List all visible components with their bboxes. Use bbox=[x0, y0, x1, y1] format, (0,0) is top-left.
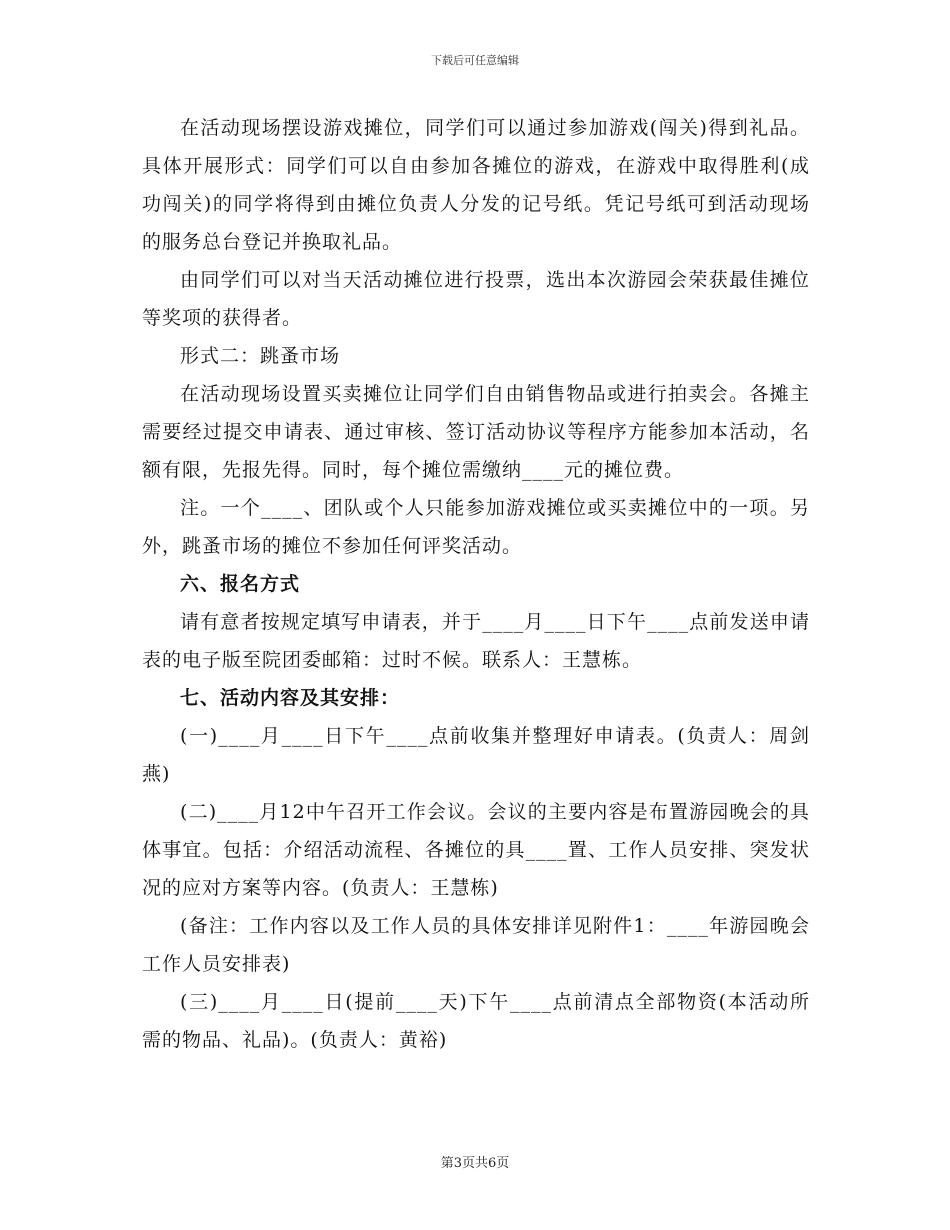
paragraph-form-two: 形式二：跳蚤市场 bbox=[180, 345, 341, 367]
paragraph-flea-market: 在活动现场设置买卖摊位让同学们自由销售物品或进行拍卖会。各摊主需要经过提交申请表、通过审核、签订活动协议等程序方能参加本活动，名额有限，先报先得。同时，每个摊位需缴纳____元的摊位费。 bbox=[142, 383, 810, 481]
schedule-item-1: (一)____月____日下午____点前收集并整理好申请表。(负责人：周剑燕) bbox=[142, 725, 810, 785]
section-heading-schedule: 七、活动内容及其安排： bbox=[180, 687, 401, 709]
paragraph-game-booth: 在活动现场摆设游戏摊位，同学们可以通过参加游戏(闯关)得到礼品。具体开展形式：同学们可以自由参加各摊位的游戏，在游戏中取得胜利(成功闯关)的同学将得到由摊位负责人分发的记号纸。凭记号纸可到活动现场的服务总台登记并换取礼品。 bbox=[142, 117, 810, 253]
schedule-item-3: (三)____月____日(提前____天)下午____点前清点全部物资(本活动所需的物品、礼品)。(负责人：黄裕) bbox=[142, 991, 810, 1051]
section-heading-registration: 六、报名方式 bbox=[180, 573, 301, 595]
page-header: 下载后可任意编辑 bbox=[431, 54, 519, 67]
page-footer: 第3页共6页 bbox=[440, 1156, 510, 1171]
paragraph-voting: 由同学们可以对当天活动摊位进行投票，选出本次游园会荣获最佳摊位等奖项的获得者。 bbox=[142, 269, 810, 329]
schedule-note: (备注：工作内容以及工作人员的具体安排详见附件1：____年游园晚会工作人员安排表) bbox=[142, 915, 810, 975]
document-body bbox=[142, 109, 810, 1059]
schedule-item-2: (二)____月12中午召开工作会议。会议的主要内容是布置游园晚会的具体事宜。包括：介绍活动流程、各摊位的具____置、工作人员安排、突发状况的应对方案等内容。(负责人：王慧栋) bbox=[142, 801, 810, 899]
paragraph-registration: 请有意者按规定填写申请表，并于____月____日下午____点前发送申请表的电子版至院团委邮箱：过时不候。联系人：王慧栋。 bbox=[142, 611, 810, 671]
paragraph-note: 注。一个____、团队或个人只能参加游戏摊位或买卖摊位中的一项。另外，跳蚤市场的摊位不参加任何评奖活动。 bbox=[142, 497, 810, 557]
